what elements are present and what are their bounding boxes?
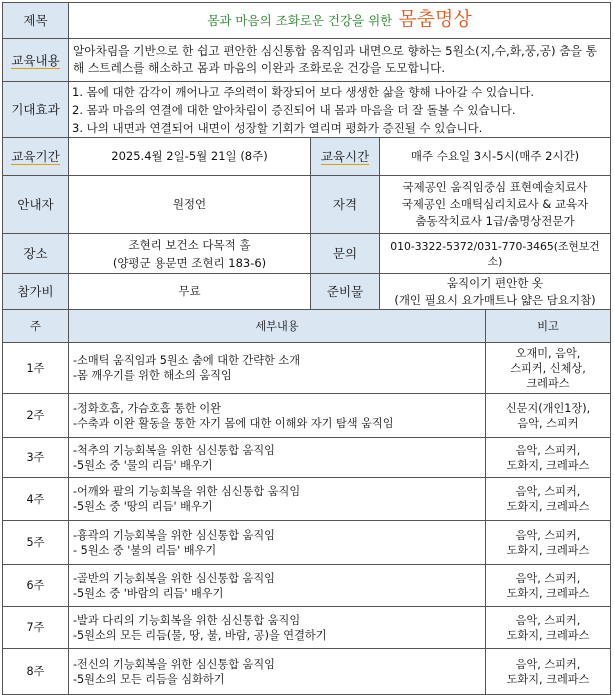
week-cell: 2주: [3, 394, 69, 438]
schedule-row: [3, 607, 611, 649]
detail-cell: -척추의 기능회복을 위한 심신통합 움직임 -5원소 중 '물의 리듬' 배우기: [69, 438, 486, 478]
title-label: 제목: [3, 3, 69, 39]
title-subtitle: 몸과 마음의 조화로운 건강을 위한: [207, 13, 393, 28]
qualification-value: [380, 176, 611, 234]
period-value: 2025.4월 2일-5월 21일 (8주): [69, 138, 311, 176]
note-cell: 음악, 스피커, 도화지, 크레파스: [486, 438, 611, 478]
detail-cell: -골반의 기능회복을 위한 심신통합 움직임 -5원소 중 '바람의 리듬' 배우기: [69, 565, 486, 607]
prep-line: (개인 필요시 요가매트나 얇은 담요지참): [394, 292, 596, 307]
place-line: 조현리 보건소 다목적 홀: [128, 237, 251, 252]
time-value: 매주 수요일 3시-5시(매주 2시간): [380, 138, 611, 176]
effect-item: 2. 몸과 마음의 연결에 대한 알아차림이 증진되어 내 몸과 마음을 더 잘 돌볼 수 있습니다.: [72, 102, 516, 117]
effects-row: [3, 82, 611, 138]
place-row: [3, 234, 611, 274]
education-row: [3, 39, 611, 82]
effects-list: [69, 82, 611, 138]
week-cell: 3주: [3, 438, 69, 478]
schedule-row: [3, 394, 611, 438]
week-cell: 7주: [3, 607, 69, 649]
note-cell: 오재미, 음악, 스피커, 신체상, 크레파스: [486, 343, 611, 394]
week-cell: 4주: [3, 478, 69, 521]
guide-row: [3, 176, 611, 234]
schedule-row: [3, 343, 611, 394]
education-label: 교육내용: [3, 39, 69, 82]
guide-value: 원정언: [69, 176, 311, 234]
note-cell: 신문지(개인1장), 음악, 스피커: [486, 394, 611, 438]
program-title: 몸춤명상: [398, 8, 472, 30]
effect-item: 3. 나의 내면과 연결되어 내면이 성장할 기회가 열리며 평화가 증진될 수 있습니다.: [72, 120, 483, 135]
title-cell: [69, 3, 611, 39]
week-header: 주: [3, 310, 69, 343]
schedule-row: [3, 478, 611, 521]
detail-cell: -소매틱 움직임과 5원소 춤에 대한 간략한 소개 -몸 깨우기를 위한 해소의 움직임: [69, 343, 486, 394]
week-cell: 6주: [3, 565, 69, 607]
qualification-label: 자격: [311, 176, 380, 234]
place-line: (양평군 용문면 조현리 183-6): [112, 255, 267, 270]
note-cell: 음악, 스피커, 도화지, 크레파스: [486, 478, 611, 521]
fee-value: 무료: [69, 274, 311, 310]
prep-value: [380, 274, 611, 310]
place-label: 장소: [3, 234, 69, 274]
note-header: 비고: [486, 310, 611, 343]
note-cell: 음악, 스피커, 도화지, 크레파스: [486, 607, 611, 649]
schedule-table: [2, 309, 611, 695]
qualification-line: 국제공인 소매틱심리치료사 & 교육자: [401, 197, 589, 211]
title-row: [3, 3, 611, 39]
prep-label: 준비물: [311, 274, 380, 310]
schedule-header-row: [3, 310, 611, 343]
effect-item: 1. 몸에 대한 감각이 깨어나고 주의력이 확장되어 보다 생생한 삶을 향해 나아갈 수 있습니다.: [72, 84, 535, 99]
note-cell: 음악, 스피커, 도화지, 크레파스: [486, 521, 611, 565]
fee-row: [3, 274, 611, 310]
info-table: [2, 2, 611, 310]
guide-label: 안내자: [3, 176, 69, 234]
week-cell: 1주: [3, 343, 69, 394]
contact-label: 문의: [311, 234, 380, 274]
schedule-row: [3, 565, 611, 607]
fee-label: 참가비: [3, 274, 69, 310]
program-document: [2, 2, 610, 688]
schedule-row: [3, 521, 611, 565]
education-text: 알아차림을 기반으로 한 쉽고 편안한 심신통합 움직임과 내면으로 향하는 5원소(지,수,화,풍,공) 춤을 통해 스트레스를 해소하고 몸과 마음의 이완과 조화로운 건강을 도모합니다.: [69, 39, 611, 82]
period-row: [3, 138, 611, 176]
schedule-row: [3, 649, 611, 695]
note-cell: 음악, 스피커, 도화지, 크레파스: [486, 649, 611, 695]
detail-cell: -흉곽의 기능회복을 위한 심신통합 움직임 - 5원소 중 '불의 리듬' 배우기: [69, 521, 486, 565]
week-cell: 5주: [3, 521, 69, 565]
detail-cell: -정화호흡, 가슴호흡 통한 이완 -수축과 이완 활동을 통한 자기 몸에 대한 이해와 자기 탐색 움직임: [69, 394, 486, 438]
detail-header: 세부내용: [69, 310, 486, 343]
detail-cell: -발과 다리의 기능회복을 위한 심신통합 움직임 -5원소의 모든 리듬(물, 땅, 불, 바람, 공)을 연결하기: [69, 607, 486, 649]
week-cell: 8주: [3, 649, 69, 695]
contact-value: 010-3322-5372/031-770-3465(조현보건소): [380, 234, 611, 274]
detail-cell: -어깨와 팔의 기능회복을 위한 심신통합 움직임 -5원소 중 '땅의 리듬' 배우기: [69, 478, 486, 521]
note-cell: 음악, 스피커, 도화지, 크레파스: [486, 565, 611, 607]
schedule-row: [3, 438, 611, 478]
qualification-line: 춤동작치료사 1급/춤명상전문가: [415, 214, 575, 228]
place-value: [69, 234, 311, 274]
prep-line: 움직이기 편안한 옷: [446, 275, 544, 290]
period-label: 교육기간: [3, 138, 69, 176]
detail-cell: -전신의 기능회복을 위한 심신통합 움직임 -5원소의 모든 리듬을 심화하기: [69, 649, 486, 695]
time-label: 교육시간: [311, 138, 380, 176]
qualification-line: 국제공인 움직임중심 표현예술치료사: [402, 180, 588, 194]
effects-label: 기대효과: [3, 82, 69, 138]
